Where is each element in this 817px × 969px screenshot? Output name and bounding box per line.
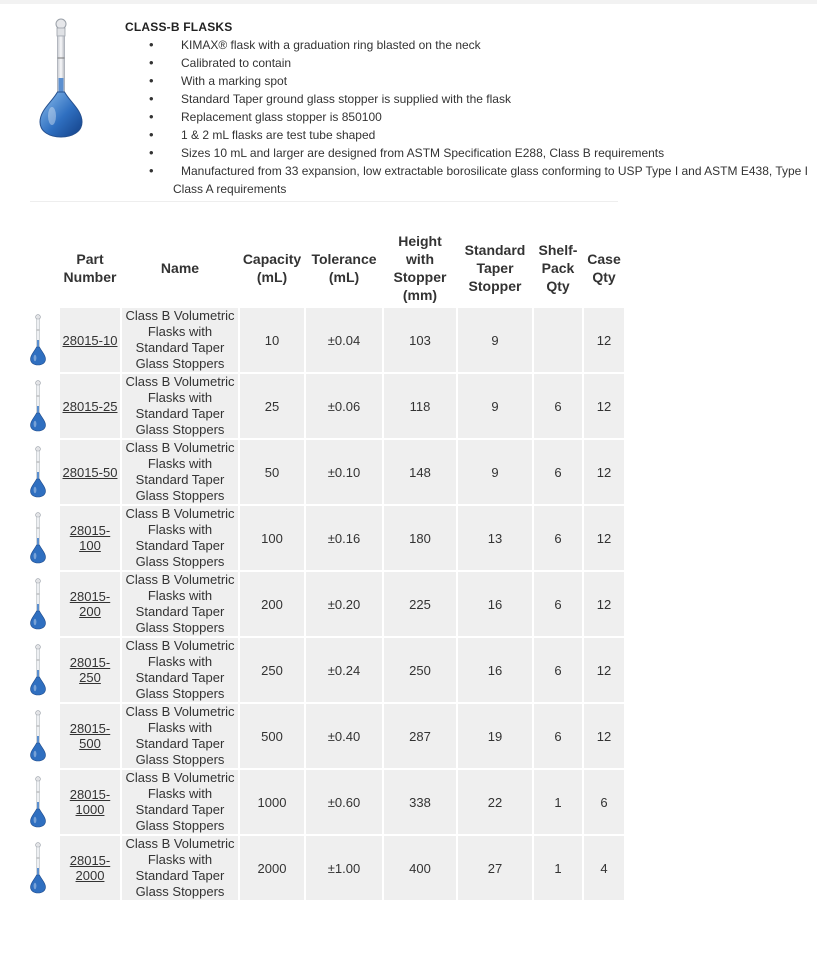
- table-row: [18, 638, 624, 702]
- product-description: [125, 20, 817, 198]
- table-row: [18, 770, 624, 834]
- cell-case-qty: 12: [584, 440, 624, 504]
- table-row: [18, 704, 624, 768]
- part-number-link[interactable]: 28015-250: [69, 655, 111, 685]
- cell-capacity: 100: [240, 506, 304, 570]
- cell-case-qty: 12: [584, 374, 624, 438]
- header-height: Height with Stopper (mm): [384, 230, 456, 306]
- feature-item-continuation: Class A requirements: [173, 182, 287, 196]
- cell-height: 400: [384, 836, 456, 900]
- cell-part-number: [60, 440, 120, 504]
- cell-part-number: [60, 506, 120, 570]
- cell-name: Class B Volumetric Flasks with Standard Taper Glass Stoppers: [122, 638, 238, 702]
- cell-shelf-pack: [534, 308, 582, 372]
- cell-height: 148: [384, 440, 456, 504]
- volumetric-flask-icon: [18, 776, 58, 828]
- cell-case-qty: 12: [584, 506, 624, 570]
- cell-shelf-pack: 1: [534, 836, 582, 900]
- cell-shelf-pack: 6: [534, 572, 582, 636]
- cell-name: Class B Volumetric Flasks with Standard Taper Glass Stoppers: [122, 836, 238, 900]
- header-image: [18, 230, 58, 306]
- cell-height: 250: [384, 638, 456, 702]
- table-header-row: [18, 230, 624, 306]
- feature-item: • Sizes 10 mL and larger are designed from ASTM Specification E288, Class B requirements: [125, 144, 817, 162]
- row-flask-image: [18, 572, 58, 636]
- part-number-link[interactable]: 28015-200: [69, 589, 111, 619]
- cell-capacity: 10: [240, 308, 304, 372]
- part-number-link[interactable]: 28015-50: [62, 464, 118, 480]
- row-flask-image: [18, 374, 58, 438]
- cell-shelf-pack: 1: [534, 770, 582, 834]
- cell-case-qty: 6: [584, 770, 624, 834]
- part-number-link[interactable]: 28015-100: [69, 523, 111, 553]
- cell-capacity: 250: [240, 638, 304, 702]
- cell-height: 225: [384, 572, 456, 636]
- product-table: [16, 228, 626, 902]
- cell-height: 103: [384, 308, 456, 372]
- volumetric-flask-icon: [18, 446, 58, 498]
- cell-shelf-pack: 6: [534, 638, 582, 702]
- feature-item: • Replacement glass stopper is 850100: [125, 108, 817, 126]
- cell-capacity: 50: [240, 440, 304, 504]
- cell-case-qty: 4: [584, 836, 624, 900]
- feature-item: • Manufactured from 33 expansion, low extractable borosilicate glass conforming to USP Type I and ASTM E438, Type I Class A requirements: [125, 162, 817, 198]
- feature-item: • KIMAX® flask with a graduation ring blasted on the neck: [125, 36, 817, 54]
- cell-name: Class B Volumetric Flasks with Standard Taper Glass Stoppers: [122, 506, 238, 570]
- cell-tolerance: ±1.00: [306, 836, 382, 900]
- header-capacity: Capacity (mL): [240, 230, 304, 306]
- cell-part-number: [60, 704, 120, 768]
- table-row: [18, 572, 624, 636]
- cell-capacity: 1000: [240, 770, 304, 834]
- row-flask-image: [18, 704, 58, 768]
- cell-capacity: 500: [240, 704, 304, 768]
- top-border: [0, 0, 817, 4]
- cell-standard-taper: 9: [458, 374, 532, 438]
- cell-part-number: [60, 308, 120, 372]
- cell-tolerance: ±0.24: [306, 638, 382, 702]
- table-row: [18, 506, 624, 570]
- cell-tolerance: ±0.06: [306, 374, 382, 438]
- cell-part-number: [60, 374, 120, 438]
- volumetric-flask-icon: [18, 380, 58, 432]
- part-number-link[interactable]: 28015-10: [62, 332, 118, 348]
- cell-name: Class B Volumetric Flasks with Standard Taper Glass Stoppers: [122, 308, 238, 372]
- volumetric-flask-icon: [18, 710, 58, 762]
- cell-case-qty: 12: [584, 704, 624, 768]
- cell-part-number: [60, 638, 120, 702]
- cell-tolerance: ±0.16: [306, 506, 382, 570]
- cell-case-qty: 12: [584, 638, 624, 702]
- feature-item: • 1 & 2 mL flasks are test tube shaped: [125, 126, 817, 144]
- cell-name: Class B Volumetric Flasks with Standard Taper Glass Stoppers: [122, 440, 238, 504]
- cell-shelf-pack: 6: [534, 704, 582, 768]
- feature-list: [125, 36, 817, 198]
- header-case-qty: Case Qty: [584, 230, 624, 306]
- feature-item: • Calibrated to contain: [125, 54, 817, 72]
- feature-item: • With a marking spot: [125, 72, 817, 90]
- header-shelf-pack: Shelf-Pack Qty: [534, 230, 582, 306]
- cell-standard-taper: 19: [458, 704, 532, 768]
- row-flask-image: [18, 770, 58, 834]
- cell-standard-taper: 9: [458, 440, 532, 504]
- row-flask-image: [18, 506, 58, 570]
- cell-standard-taper: 16: [458, 572, 532, 636]
- description-title: CLASS-B FLASKS: [125, 20, 233, 34]
- header-standard-taper: Standard Taper Stopper: [458, 230, 532, 306]
- volumetric-flask-icon: [18, 512, 58, 564]
- cell-name: Class B Volumetric Flasks with Standard Taper Glass Stoppers: [122, 374, 238, 438]
- row-flask-image: [18, 638, 58, 702]
- cell-capacity: 200: [240, 572, 304, 636]
- volumetric-flask-icon: [18, 578, 58, 630]
- cell-part-number: [60, 836, 120, 900]
- cell-part-number: [60, 572, 120, 636]
- volumetric-flask-icon: [36, 18, 86, 140]
- feature-item: • Standard Taper ground glass stopper is supplied with the flask: [125, 90, 817, 108]
- cell-standard-taper: 16: [458, 638, 532, 702]
- volumetric-flask-icon: [18, 644, 58, 696]
- part-number-link[interactable]: 28015-2000: [69, 853, 111, 883]
- cell-case-qty: 12: [584, 572, 624, 636]
- header-part-number: Part Number: [60, 230, 120, 306]
- cell-shelf-pack: 6: [534, 506, 582, 570]
- table-row: [18, 440, 624, 504]
- header-name: Name: [122, 230, 238, 306]
- cell-shelf-pack: 6: [534, 374, 582, 438]
- volumetric-flask-icon: [18, 842, 58, 894]
- volumetric-flask-icon: [18, 314, 58, 366]
- row-flask-image: [18, 308, 58, 372]
- cell-capacity: 2000: [240, 836, 304, 900]
- cell-standard-taper: 13: [458, 506, 532, 570]
- cell-tolerance: ±0.40: [306, 704, 382, 768]
- cell-height: 287: [384, 704, 456, 768]
- cell-standard-taper: 22: [458, 770, 532, 834]
- cell-capacity: 25: [240, 374, 304, 438]
- cell-shelf-pack: 6: [534, 440, 582, 504]
- cell-case-qty: 12: [584, 308, 624, 372]
- row-flask-image: [18, 836, 58, 900]
- header-tolerance: Tolerance (mL): [306, 230, 382, 306]
- row-flask-image: [18, 440, 58, 504]
- cell-height: 180: [384, 506, 456, 570]
- part-number-link[interactable]: 28015-25: [62, 398, 118, 414]
- cell-tolerance: ±0.04: [306, 308, 382, 372]
- cell-standard-taper: 9: [458, 308, 532, 372]
- cell-height: 338: [384, 770, 456, 834]
- table-row: [18, 374, 624, 438]
- cell-part-number: [60, 770, 120, 834]
- cell-name: Class B Volumetric Flasks with Standard Taper Glass Stoppers: [122, 704, 238, 768]
- table-row: [18, 836, 624, 900]
- cell-tolerance: ±0.10: [306, 440, 382, 504]
- cell-standard-taper: 27: [458, 836, 532, 900]
- table-row: [18, 308, 624, 372]
- part-number-link[interactable]: 28015-500: [69, 721, 111, 751]
- cell-name: Class B Volumetric Flasks with Standard Taper Glass Stoppers: [122, 572, 238, 636]
- cell-name: Class B Volumetric Flasks with Standard Taper Glass Stoppers: [122, 770, 238, 834]
- divider: [30, 201, 618, 202]
- cell-tolerance: ±0.60: [306, 770, 382, 834]
- part-number-link[interactable]: 28015-1000: [69, 787, 111, 817]
- cell-tolerance: ±0.20: [306, 572, 382, 636]
- cell-height: 118: [384, 374, 456, 438]
